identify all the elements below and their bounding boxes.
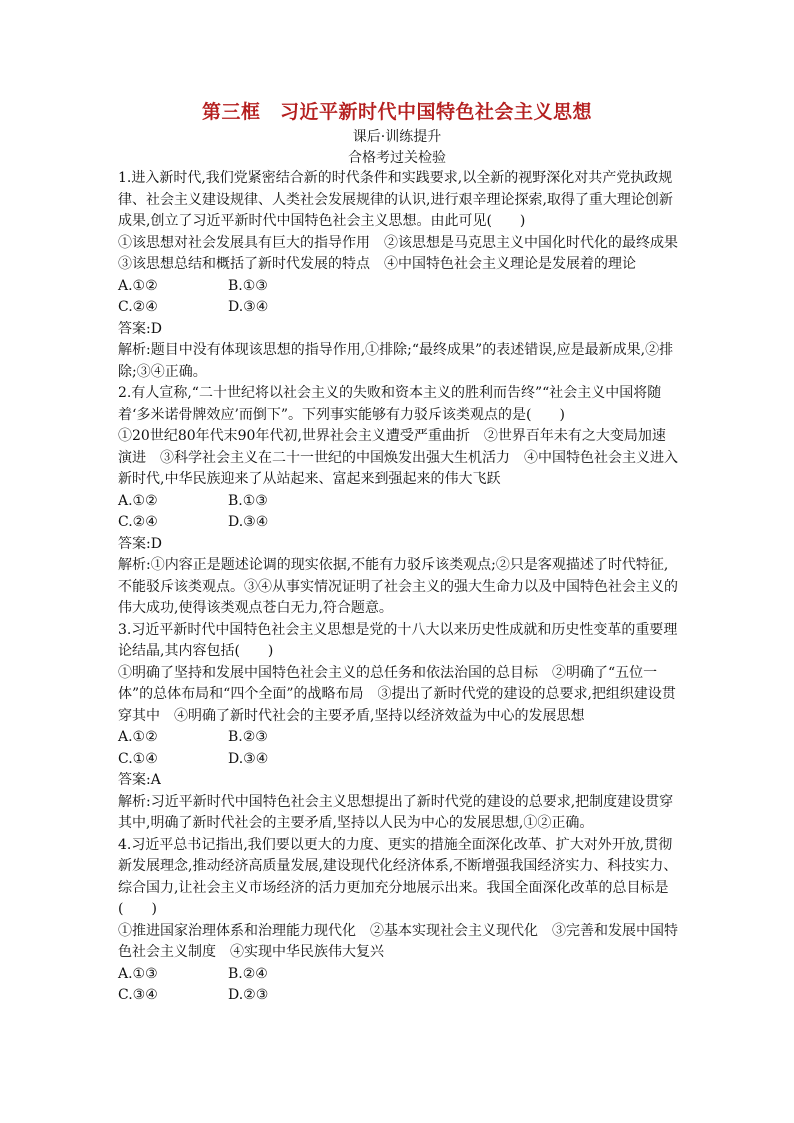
question-4-items: ①推进国家治理体系和治理能力现代化 ②基本实现社会主义现代化 ③完善和发展中国特色社会主义制度 ④实现中华民族伟大复兴 <box>118 922 678 960</box>
question-4-stem: 4.习近平总书记指出,我们要以更大的力度、更实的措施全面深化改革、扩大对外开放,贯彻新发展理念,推动经济高质量发展,建设现代化经济体系,不断增强我国经济实力、科技实力、综合国力,让社会主义市场经济的活力更加充分地展示出来。我国全面深化改革的总目标是( ) <box>118 836 678 917</box>
question-1-options-row1 <box>118 276 678 298</box>
question-1-explanation: 解析:题目中没有体现该思想的指导作用,①排除;“最终成果”的表述错误,应是最新成果,②排除;③④正确。 <box>118 342 674 380</box>
page-title: 第三框 习近平新时代中国特色社会主义思想 <box>201 101 592 123</box>
question-2-answer: 答案:D <box>118 535 162 552</box>
option-c: C.①④ <box>118 750 158 767</box>
question-3-options-row2 <box>118 749 678 771</box>
option-d: D.③④ <box>228 299 269 315</box>
option-a: A.①② <box>118 492 158 509</box>
question-3-explanation: 解析:习近平新时代中国特色社会主义思想提出了新时代党的建设的总要求,把制度建设贯穿其中,明确了新时代社会的主要矛盾,坚持以人民为中心的发展思想,①②正确。 <box>118 793 674 831</box>
option-b: B.②④ <box>228 965 268 982</box>
question-2-items: ①20世纪80年代末90年代初,世界社会主义遭受严重曲折 ②世界百年未有之大变局加速演进 ③科学社会主义在二十一世纪的中国焕发出强大生机活力 ④中国特色社会主义进入新时代,中华民族迎来了从站起来、富起来到强起来的伟大飞跃 <box>118 428 678 487</box>
question-1-items: ①该思想对社会发展具有巨大的指导作用 ②该思想是马克思主义中国化时代化的最终成果 ③该思想总结和概括了新时代发展的特点 ④中国特色社会主义理论是发展着的理论 <box>118 234 692 272</box>
option-d: D.③④ <box>228 750 269 767</box>
option-d: D.②③ <box>228 987 269 1003</box>
question-list <box>118 168 692 1007</box>
question-3-items: ①明确了坚持和发展中国特色社会主义的总任务和依法治国的总目标 ②明确了“五位一体”的总体布局和“四个全面”的战略布局 ③提出了新时代党的建设的总要求,把组织建设贯穿其中 ④明确了新时代社会的主要矛盾,坚持以经济效益为中心的发展思想 <box>118 664 676 724</box>
question-3-stem: 3.习近平新时代中国特色社会主义思想是党的十八大以来历史性成就和历史性变革的重要理论结晶,其内容包括( ) <box>118 621 678 659</box>
option-c: C.③④ <box>118 987 158 1003</box>
option-b: B.②③ <box>228 729 268 745</box>
question-2-stem: 2.有人宣称,“二十世纪将以社会主义的失败和资本主义的胜利而告终”“社会主义中国将随着‘多米诺骨牌效应’而倒下”。下列事实能够有力驳斥该类观点的是( ) <box>118 385 662 423</box>
question-2-explanation: 解析:①内容正是题述论调的现实依据,不能有力驳斥该类观点;②只是客观描述了时代特征,不能驳斥该类观点。③④从事实情况证明了社会主义的强大生命力以及中国特色社会主义的伟大成功,使得该类观点苍白无力,符合题意。 <box>118 557 678 616</box>
option-a: A.①② <box>118 277 158 294</box>
option-a: A.①③ <box>118 965 158 982</box>
option-b: B.①③ <box>228 492 268 509</box>
question-4-options-row1 <box>118 964 678 986</box>
option-c: C.②④ <box>118 299 158 315</box>
question-1-options-row2 <box>118 297 678 319</box>
question-2-options-row2 <box>118 512 678 534</box>
option-d: D.③④ <box>228 514 269 530</box>
option-b: B.①③ <box>228 277 268 294</box>
option-c: C.②④ <box>118 514 158 530</box>
question-2-options-row1 <box>118 491 678 513</box>
section-heading: 合格考过关检验 <box>348 150 446 166</box>
question-1-answer: 答案:D <box>118 320 162 337</box>
option-a: A.①② <box>118 729 158 745</box>
question-3-answer: 答案:A <box>118 772 161 788</box>
question-4-options-row2 <box>118 985 678 1007</box>
subtitle: 课后·训练提升 <box>352 129 442 145</box>
question-1-stem: 1.进入新时代,我们党紧密结合新的时代条件和实践要求,以全新的视野深化对共产党执政规律、社会主义建设规律、人类社会发展规律的认识,进行艰辛理论探索,取得了重大理论创新成果,创立了习近平新时代中国特色社会主义思想。由此可见( ) <box>118 170 673 229</box>
question-3-options-row1 <box>118 727 678 749</box>
